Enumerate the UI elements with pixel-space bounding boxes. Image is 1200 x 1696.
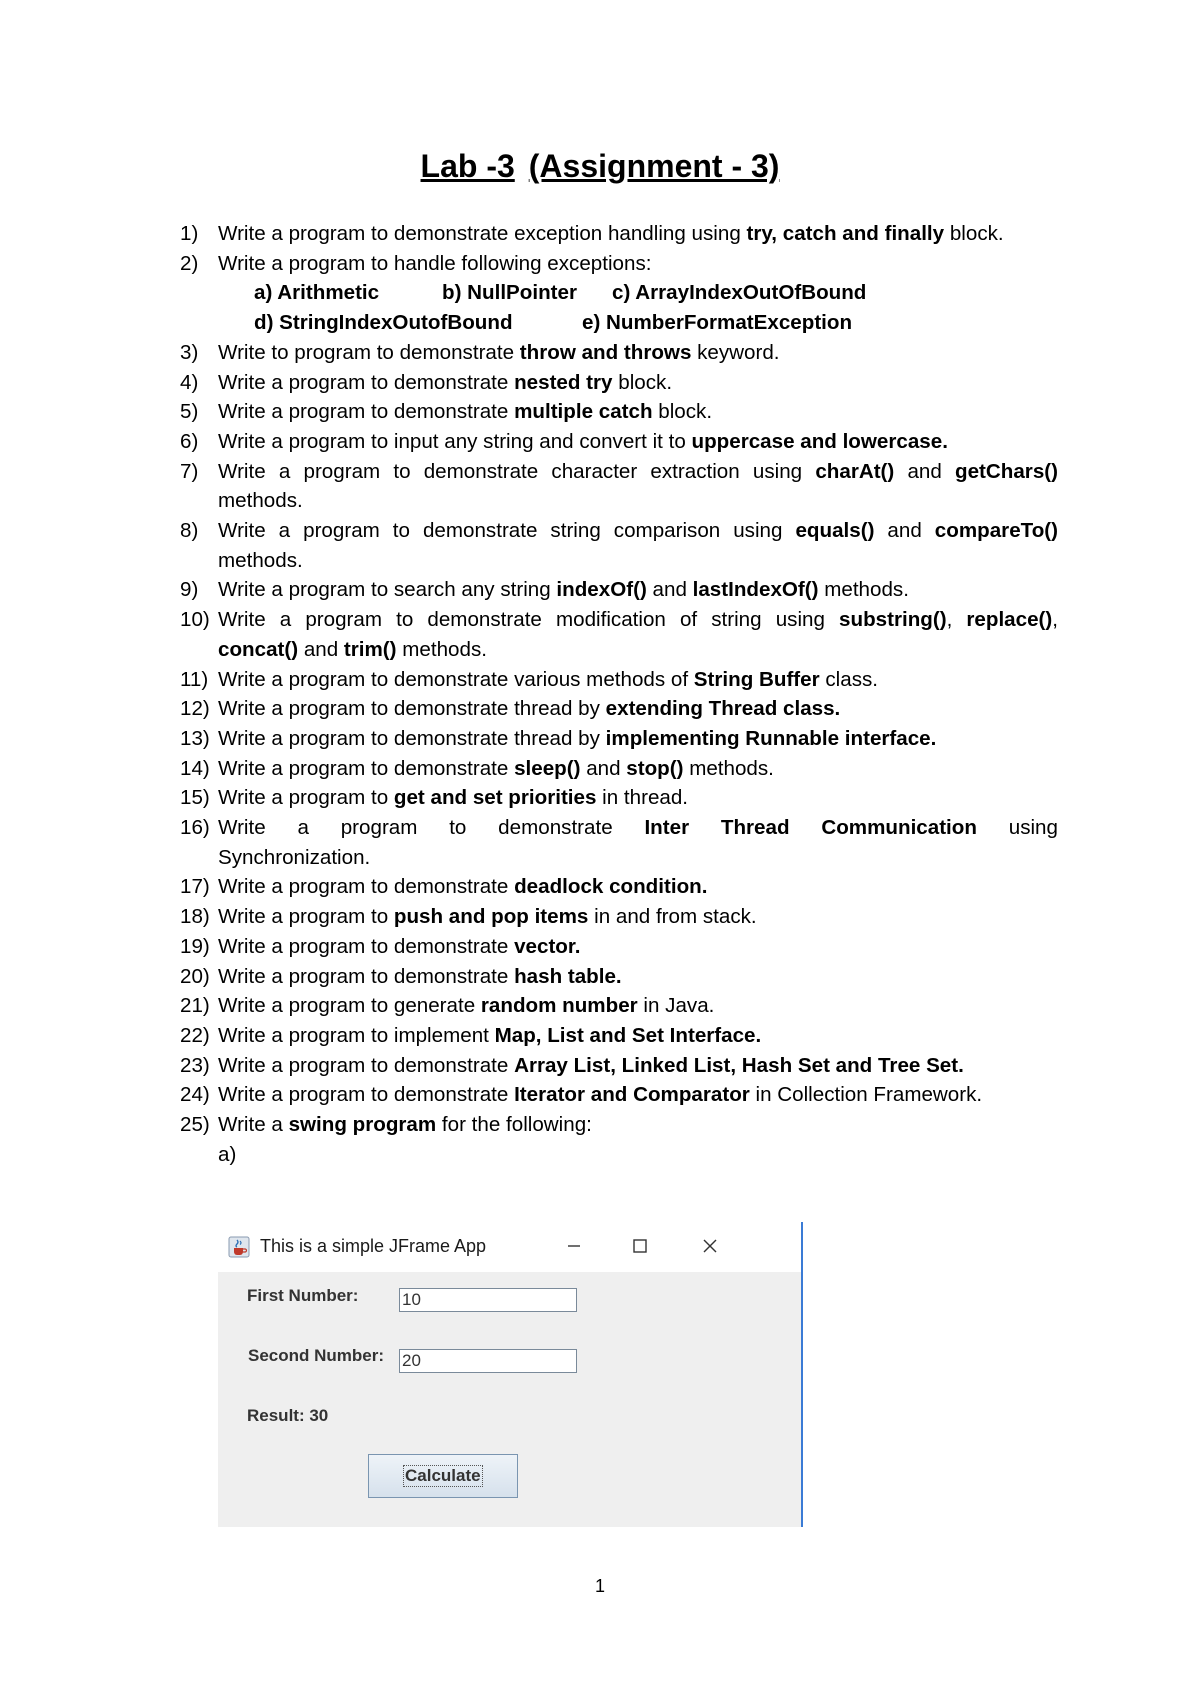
result-label: Result: 30 <box>247 1406 329 1425</box>
list-item: 19) Write a program to demonstrate vector. <box>180 932 1058 962</box>
close-icon[interactable] <box>698 1234 722 1258</box>
java-cup-icon <box>228 1236 250 1258</box>
window-titlebar <box>218 1222 801 1272</box>
window-title: This is a simple JFrame App <box>260 1236 487 1256</box>
calculate-button[interactable] <box>368 1454 518 1498</box>
list-item: 10) Write a program to demonstrate modification of string using substring(), replace(), concat() and trim() methods. <box>180 605 1058 664</box>
first-number-label: First Number: <box>247 1286 359 1305</box>
list-item: 4) Write a program to demonstrate nested try block. <box>180 368 1058 398</box>
list-item: 14) Write a program to demonstrate sleep() and stop() methods. <box>180 754 1058 784</box>
item-number: 25) <box>180 1113 210 1137</box>
title-main: Lab -3 <box>420 148 515 184</box>
item-number: 10) <box>180 608 210 632</box>
assignment-list <box>180 219 1058 1170</box>
list-item: 12) Write a program to demonstrate thread by extending Thread class. <box>180 694 1058 724</box>
maximize-icon[interactable] <box>628 1234 652 1258</box>
list-item: 8) Write a program to demonstrate string comparison using equals() and compareTo() methods. <box>180 516 1058 575</box>
list-item: 2) Write a program to handle following exceptions: a) Arithmetic b) NullPointer c) ArrayIndexOutOfBound d) StringIndexOutofBound e) NumberFormatException <box>180 249 1058 338</box>
item-number: 4) <box>180 370 199 394</box>
item-number: 17) <box>180 875 210 899</box>
list-item: 7) Write a program to demonstrate character extraction using charAt() and getChars() methods. <box>180 457 1058 516</box>
list-item: 3) Write to program to demonstrate throw and throws keyword. <box>180 338 1058 368</box>
list-item: 1) Write a program to demonstrate exception handling using try, catch and finally block. <box>180 219 1058 249</box>
list-item: 23) Write a program to demonstrate Array List, Linked List, Hash Set and Tree Set. <box>180 1051 1058 1081</box>
item-number: 21) <box>180 994 210 1018</box>
item-number: 18) <box>180 905 210 929</box>
list-item: 5) Write a program to demonstrate multiple catch block. <box>180 397 1058 427</box>
item-number: 1) <box>180 222 199 245</box>
item-number: 8) <box>180 519 199 543</box>
item-number: 16) <box>180 816 210 840</box>
list-item: 18) Write a program to push and pop items in and from stack. <box>180 902 1058 932</box>
item-number: 15) <box>180 786 210 810</box>
item-number: 19) <box>180 934 210 958</box>
item-number: 23) <box>180 1053 210 1077</box>
item-number: 7) <box>180 459 199 483</box>
item-number: 22) <box>180 1023 210 1047</box>
list-item: 6) Write a program to input any string and convert it to uppercase and lowercase. <box>180 427 1058 457</box>
list-item: 25) Write a swing program for the following: a) <box>180 1110 1058 1169</box>
item-number: 5) <box>180 400 199 424</box>
exception-row-1: a) Arithmetic b) NullPointer c) ArrayIndexOutOfBound <box>254 281 867 305</box>
calculate-button-label: Calculate <box>405 1466 481 1485</box>
item-number: 9) <box>180 578 199 602</box>
list-item: 21) Write a program to generate random number in Java. <box>180 991 1058 1021</box>
list-item: 22) Write a program to implement Map, List and Set Interface. <box>180 1021 1058 1051</box>
list-item: 9) Write a program to search any string indexOf() and lastIndexOf() methods. <box>180 575 1058 605</box>
page-number: 1 <box>594 1576 605 1596</box>
second-number-input[interactable]: 20 <box>399 1349 577 1373</box>
first-number-input[interactable]: 10 <box>399 1288 577 1312</box>
page-title <box>0 146 1200 186</box>
item-number: 20) <box>180 964 210 988</box>
exception-row-2: d) StringIndexOutofBound e) NumberFormatException <box>254 311 853 335</box>
list-item: 16) Write a program to demonstrate Inter Thread Communication using Synchronization. <box>180 813 1058 872</box>
list-item: 11) Write a program to demonstrate various methods of String Buffer class. <box>180 665 1058 695</box>
item-number: 14) <box>180 756 210 780</box>
item-number: 13) <box>180 726 210 750</box>
second-number-label: Second Number: <box>248 1346 385 1365</box>
item-number: 3) <box>180 340 199 364</box>
item-number: 11) <box>180 667 209 691</box>
minimize-icon[interactable] <box>562 1234 586 1258</box>
item-number: 6) <box>180 429 199 453</box>
list-item: 13) Write a program to demonstrate thread by implementing Runnable interface. <box>180 724 1058 754</box>
title-sub: (Assignment - 3) <box>528 148 780 184</box>
jframe-window <box>218 1222 803 1527</box>
item-number: 2) <box>180 251 199 275</box>
list-item: 15) Write a program to get and set priorities in thread. <box>180 783 1058 813</box>
list-item: 20) Write a program to demonstrate hash table. <box>180 962 1058 992</box>
item-number: 24) <box>180 1083 210 1107</box>
list-item: 24) Write a program to demonstrate Iterator and Comparator in Collection Framework. <box>180 1080 1058 1110</box>
list-item: 17) Write a program to demonstrate deadlock condition. <box>180 872 1058 902</box>
item-number: 12) <box>180 697 210 721</box>
